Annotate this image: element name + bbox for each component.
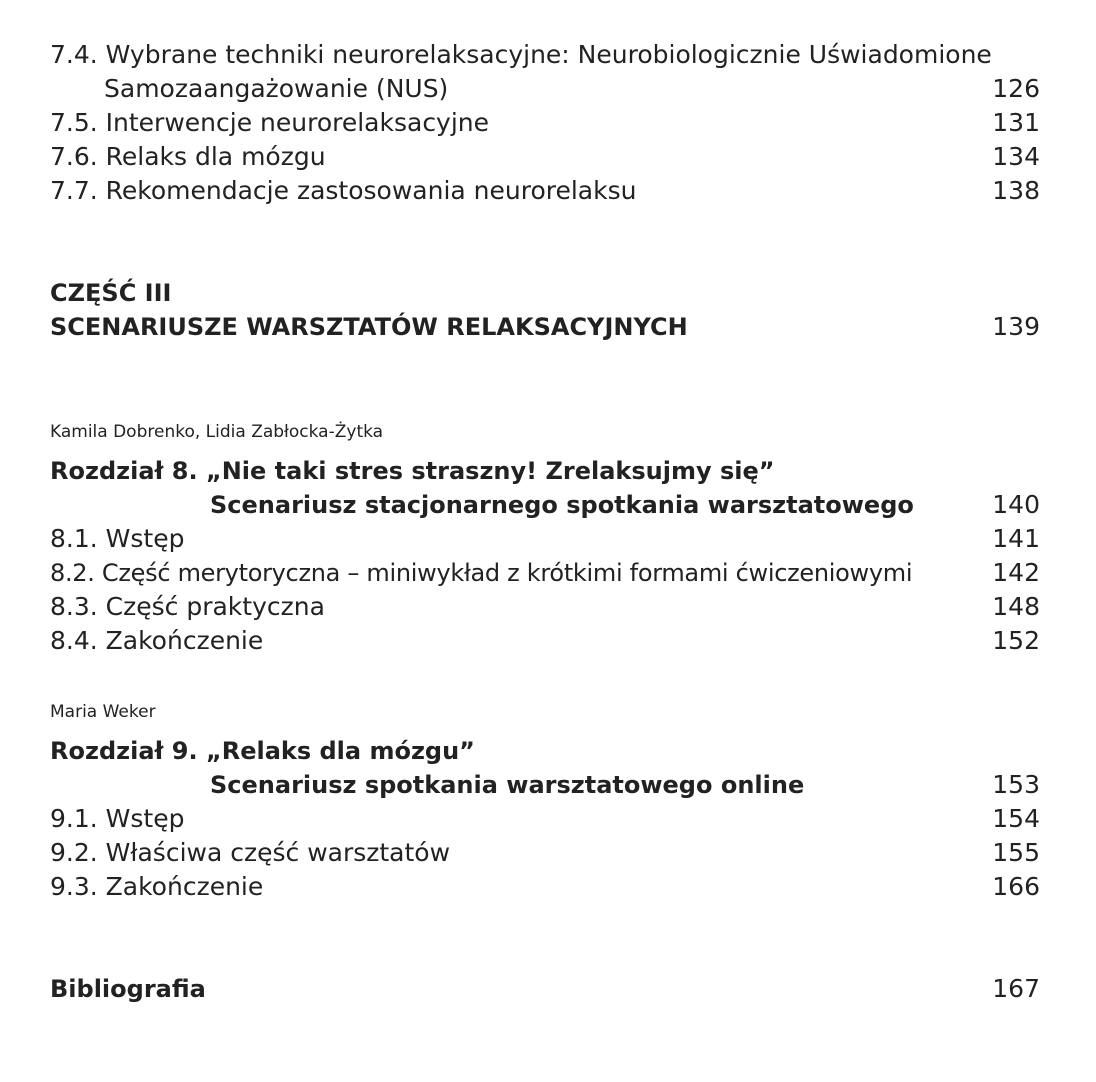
part-title: SCENARIUSZE WARSZTATÓW RELAKSACYJNYCH — [50, 313, 688, 341]
chapter-subtitle: Scenariusz spotkania warsztatowego online — [210, 771, 805, 799]
toc-entry-label: 8.4. Zakończenie — [50, 626, 264, 655]
chapter-subtitle: Scenariusz stacjonarnego spotkania warsztatowego — [210, 491, 914, 519]
toc-entry-8-3 — [50, 590, 1040, 624]
toc-entry-label: 9.3. Zakończenie — [50, 872, 264, 901]
chapter-heading — [50, 454, 1040, 488]
chapter-title: Rozdział 9. „Relaks dla mózgu” — [50, 737, 475, 765]
toc-page-number: 153 — [992, 770, 1040, 799]
chapter-subtitle-row — [50, 768, 1040, 802]
bibliography-label: Bibliografia — [50, 975, 206, 1003]
toc-page-number: 167 — [992, 974, 1040, 1003]
toc-entry-8-4 — [50, 624, 1040, 658]
chapter-heading — [50, 734, 1040, 768]
toc-entry-7-4-cont — [50, 72, 1040, 106]
toc-entry-label: 7.6. Relaks dla mózgu — [50, 142, 326, 171]
toc-page-number: 154 — [992, 804, 1040, 833]
toc-entry-9-2 — [50, 836, 1040, 870]
toc-entry-9-1 — [50, 802, 1040, 836]
toc-page-number: 155 — [992, 838, 1040, 867]
toc-page-number: 142 — [992, 558, 1040, 587]
toc-page-number: 152 — [992, 626, 1040, 655]
toc-entry-label: Samozaangażowanie (NUS) — [104, 74, 449, 103]
toc-entry-8-2 — [50, 556, 1040, 590]
toc-entry-label: 8.2. Część merytoryczna – miniwykład z krótkimi formami ćwiczeniowymi — [50, 559, 913, 587]
toc-entry-7-6 — [50, 140, 1040, 174]
toc-page-number: 134 — [992, 142, 1040, 171]
toc-page-number: 148 — [992, 592, 1040, 621]
toc-entry-9-3 — [50, 870, 1040, 904]
toc-page-number: 141 — [992, 524, 1040, 553]
toc-entry-label: 7.7. Rekomendacje zastosowania neurorelaksu — [50, 176, 637, 205]
toc-entry-label: 8.1. Wstęp — [50, 524, 185, 553]
bibliography-entry — [50, 972, 1040, 1006]
chapter-title: Rozdział 8. „Nie taki stres straszny! Zrelaksujmy się” — [50, 457, 775, 485]
toc-entry-label: 9.2. Właściwa część warsztatów — [50, 838, 451, 867]
toc-entry-8-1 — [50, 522, 1040, 556]
toc-page-number: 131 — [992, 108, 1040, 137]
toc-entry-label: 8.3. Część praktyczna — [50, 592, 325, 621]
toc-entry-7-4 — [50, 38, 1040, 72]
chapter-authors: Maria Weker — [50, 702, 156, 722]
toc-entry-label: 7.4. Wybrane techniki neurorelaksacyjne: Neurobiologicznie Uświadomione — [50, 40, 992, 69]
toc-page-number: 140 — [992, 490, 1040, 519]
toc-entry-7-5 — [50, 106, 1040, 140]
part-number: CZĘŚĆ III — [50, 279, 172, 307]
toc-page-number: 126 — [992, 74, 1040, 103]
part-heading — [50, 276, 1040, 310]
toc-entry-label: 7.5. Interwencje neurorelaksacyjne — [50, 108, 490, 137]
toc-page-number: 166 — [992, 872, 1040, 901]
toc-page-number: 138 — [992, 176, 1040, 205]
part-title-row — [50, 310, 1040, 344]
toc-entry-7-7 — [50, 174, 1040, 208]
toc-entry-label: 9.1. Wstęp — [50, 804, 185, 833]
chapter-subtitle-row — [50, 488, 1040, 522]
toc-page-number: 139 — [992, 312, 1040, 341]
chapter-authors: Kamila Dobrenko, Lidia Zabłocka-Żytka — [50, 422, 384, 442]
